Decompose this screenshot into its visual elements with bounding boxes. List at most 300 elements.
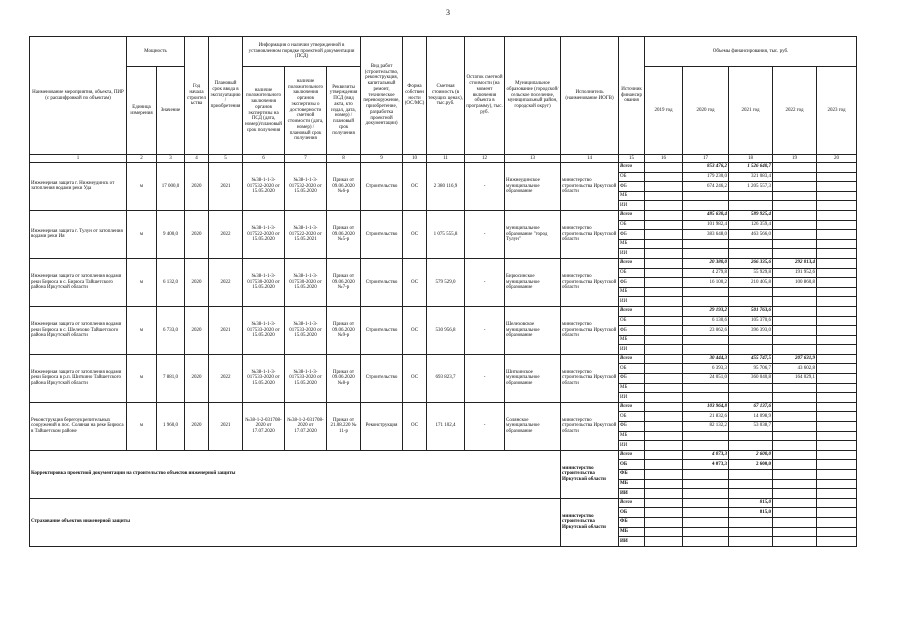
header-source: Источник финансирования bbox=[619, 37, 645, 155]
funding-value-cell-2022 bbox=[773, 470, 817, 480]
funding-source-cell: ИИ bbox=[619, 201, 645, 211]
funding-value-cell-2023 bbox=[817, 517, 857, 527]
funding-value-cell-2022: 207 631,9 bbox=[773, 354, 817, 364]
object-name-cell: Инженерная защита от затопления водами реки Бирюса в с. Бирюса Тайшетского района Иркутской области bbox=[30, 258, 127, 306]
header-year-2023: 2023 год bbox=[817, 67, 857, 155]
header-year-2020: 2020 год bbox=[683, 67, 729, 155]
funding-value-cell-2019 bbox=[645, 220, 683, 230]
remaining-cost-cell: - bbox=[465, 258, 505, 306]
funding-value-cell-2019 bbox=[645, 268, 683, 278]
funding-value-cell-2019 bbox=[645, 489, 683, 499]
funding-value-cell-2020 bbox=[683, 508, 729, 518]
funding-value-cell-2023 bbox=[817, 210, 857, 220]
funding-value-cell-2020: 4 073,3 bbox=[683, 450, 729, 460]
table-row bbox=[30, 402, 857, 412]
funding-source-cell: Всего bbox=[619, 258, 645, 268]
funding-value-cell-2021: 2 600,0 bbox=[729, 460, 773, 470]
capacity-value-cell: 6 733,0 bbox=[157, 306, 185, 354]
header-requisites: Реквизиты утверждения ПСД (вид акта, кто издал, дата, номер) / плановый срок получения bbox=[327, 67, 361, 155]
funding-value-cell-2020 bbox=[683, 239, 729, 249]
executor-cell: министерство строительства Иркутской области bbox=[561, 402, 619, 450]
executor-cell: министерство строительства Иркутской области bbox=[561, 210, 619, 258]
funding-value-cell-2023 bbox=[817, 345, 857, 355]
funding-value-cell-2019 bbox=[645, 249, 683, 259]
work-type-cell: Строительство bbox=[361, 210, 403, 258]
table-row bbox=[30, 163, 857, 173]
header-municipality: Муниципальное образование (городской/сельское поселение, муниципальный район, городской округ) bbox=[505, 37, 561, 155]
header-year-2021: 2021 год bbox=[729, 67, 773, 155]
expertise-cell: №38-1-1-3-017522-2020 от 15.05.2020 bbox=[243, 210, 285, 258]
unit-cell: м bbox=[127, 402, 157, 450]
requisites-cell: Приказ от 09.06.2020 №8-р bbox=[327, 354, 361, 402]
funding-value-cell-2022 bbox=[773, 326, 817, 336]
funding-value-cell-2021: 53 038,7 bbox=[729, 422, 773, 432]
funding-value-cell-2022 bbox=[773, 335, 817, 345]
header-year-2022: 2022 год bbox=[773, 67, 817, 155]
funding-source-cell: ИИ bbox=[619, 249, 645, 259]
funding-source-cell: ИИ bbox=[619, 441, 645, 451]
header-work-type: Вид работ (строительство, реконструкция, капитальный ремонт, техническое перевооружение, приобретение, разработка проектной документации) bbox=[361, 37, 403, 155]
funding-value-cell-2022 bbox=[773, 239, 817, 249]
column-number: 8 bbox=[327, 155, 361, 163]
cost-expertise-cell: №38-1-1-3-017533-2020 от 15.05.2020 bbox=[285, 306, 327, 354]
funding-value-cell-2019 bbox=[645, 422, 683, 432]
header-expertise-cost: наличие положительного заключения органов экспертизы о достоверности сметной стоимости (дата, номер) / плановый срок получения bbox=[285, 67, 327, 155]
work-type-cell: Строительство bbox=[361, 306, 403, 354]
funding-value-cell-2020 bbox=[683, 537, 729, 547]
funding-value-cell-2019 bbox=[645, 508, 683, 518]
funding-value-cell-2020: 30 444,3 bbox=[683, 354, 729, 364]
funding-value-cell-2022 bbox=[773, 489, 817, 499]
object-name-cell: Инженерная защита г. Нижнеудинск от затопления водами реки Уда bbox=[30, 163, 127, 211]
executor-cell: министерство строительства Иркутской области bbox=[561, 163, 619, 211]
funding-source-cell: Всего bbox=[619, 354, 645, 364]
funding-source-cell: ФБ bbox=[619, 374, 645, 384]
funding-value-cell-2019 bbox=[645, 191, 683, 201]
funding-value-cell-2023 bbox=[817, 431, 857, 441]
ownership-cell: ОС bbox=[403, 354, 427, 402]
funding-value-cell-2019 bbox=[645, 201, 683, 211]
object-name-cell: Инженерная защита от затопления водами реки Бирюса в с. Шелехово Тайшетского района Иркутской области bbox=[30, 306, 127, 354]
column-number: 10 bbox=[403, 155, 427, 163]
requisites-cell: Приказ от 09.06.2020 №9-р bbox=[327, 306, 361, 354]
funding-value-cell-2019 bbox=[645, 431, 683, 441]
funding-table bbox=[29, 36, 857, 547]
funding-value-cell-2020 bbox=[683, 393, 729, 403]
funding-source-cell: ОБ bbox=[619, 508, 645, 518]
funding-value-cell-2022 bbox=[773, 287, 817, 297]
funding-source-cell: Всего bbox=[619, 498, 645, 508]
funding-value-cell-2020 bbox=[683, 345, 729, 355]
funding-value-cell-2023 bbox=[817, 297, 857, 307]
funding-value-cell-2020 bbox=[683, 431, 729, 441]
funding-value-cell-2019 bbox=[645, 316, 683, 326]
requisites-cell: Приказ от 09.06.2020 №6-р bbox=[327, 163, 361, 211]
estimated-cost-cell: 2 380 116,9 bbox=[427, 163, 465, 211]
funding-value-cell-2021: 1 526 640,7 bbox=[729, 163, 773, 173]
funding-value-cell-2021 bbox=[729, 537, 773, 547]
funding-value-cell-2023 bbox=[817, 383, 857, 393]
column-number: 15 bbox=[619, 155, 645, 163]
funding-value-cell-2022 bbox=[773, 412, 817, 422]
funding-source-cell: ИИ bbox=[619, 537, 645, 547]
funding-source-cell: ФБ bbox=[619, 278, 645, 288]
funding-value-cell-2021: 396 393,0 bbox=[729, 326, 773, 336]
funding-value-cell-2023 bbox=[817, 479, 857, 489]
funding-value-cell-2020 bbox=[683, 441, 729, 451]
column-number: 13 bbox=[505, 155, 561, 163]
funding-value-cell-2019 bbox=[645, 537, 683, 547]
funding-value-cell-2019 bbox=[645, 393, 683, 403]
funding-value-cell-2021 bbox=[729, 383, 773, 393]
funding-value-cell-2023 bbox=[817, 230, 857, 240]
funding-source-cell: Всего bbox=[619, 450, 645, 460]
funding-source-cell: МБ bbox=[619, 335, 645, 345]
funding-value-cell-2019 bbox=[645, 287, 683, 297]
funding-value-cell-2020 bbox=[683, 489, 729, 499]
funding-value-cell-2023 bbox=[817, 393, 857, 403]
estimated-cost-cell: 530 956,8 bbox=[427, 306, 465, 354]
funding-value-cell-2020: 674 246,2 bbox=[683, 182, 729, 192]
funding-value-cell-2020: 23 062,6 bbox=[683, 326, 729, 336]
funding-value-cell-2019 bbox=[645, 306, 683, 316]
funding-value-cell-2020 bbox=[683, 191, 729, 201]
funding-value-cell-2023 bbox=[817, 258, 857, 268]
column-number: 12 bbox=[465, 155, 505, 163]
funding-value-cell-2019 bbox=[645, 297, 683, 307]
funding-source-cell: ОБ bbox=[619, 316, 645, 326]
expertise-cell: №38-1-1-3-017533-2020 от 15.05.2020 bbox=[243, 306, 285, 354]
requisites-cell: Приказ от 09.06.2020 №5-р bbox=[327, 210, 361, 258]
funding-value-cell-2020: 853 476,2 bbox=[683, 163, 729, 173]
funding-value-cell-2023 bbox=[817, 537, 857, 547]
funding-value-cell-2019 bbox=[645, 498, 683, 508]
expertise-cell: №38-1-1-3-017533-2020 от 15.05.2020 bbox=[243, 354, 285, 402]
funding-value-cell-2023 bbox=[817, 306, 857, 316]
funding-source-cell: ИИ bbox=[619, 345, 645, 355]
funding-value-cell-2022 bbox=[773, 498, 817, 508]
funding-value-cell-2019 bbox=[645, 278, 683, 288]
funding-value-cell-2020: 29 193,2 bbox=[683, 306, 729, 316]
unit-cell: м bbox=[127, 163, 157, 211]
funding-value-cell-2020: 4 073,3 bbox=[683, 460, 729, 470]
funding-value-cell-2022 bbox=[773, 316, 817, 326]
table-row bbox=[30, 306, 857, 316]
ownership-cell: ОС bbox=[403, 258, 427, 306]
funding-value-cell-2020: 6 393,3 bbox=[683, 364, 729, 374]
funding-value-cell-2020 bbox=[683, 527, 729, 537]
funding-value-cell-2020: 383 648,0 bbox=[683, 230, 729, 240]
requisites-cell: Приказ от 09.06.2020 №7-р bbox=[327, 258, 361, 306]
funding-value-cell-2022 bbox=[773, 345, 817, 355]
capacity-value-cell: 1 960,0 bbox=[157, 402, 185, 450]
table-row bbox=[30, 258, 857, 268]
funding-source-cell: МБ bbox=[619, 383, 645, 393]
funding-value-cell-2019 bbox=[645, 354, 683, 364]
object-name-cell: Реконструкция берегоукрепительных сооружений в пос. Соляная на реке Бирюса в Тайшетском районе bbox=[30, 402, 127, 450]
funding-value-cell-2023 bbox=[817, 172, 857, 182]
funding-source-cell: ИИ bbox=[619, 489, 645, 499]
funding-value-cell-2020 bbox=[683, 287, 729, 297]
funding-source-cell: МБ bbox=[619, 527, 645, 537]
funding-value-cell-2022 bbox=[773, 537, 817, 547]
start-year-cell: 2020 bbox=[185, 210, 209, 258]
funding-value-cell-2021 bbox=[729, 489, 773, 499]
funding-source-cell: МБ bbox=[619, 479, 645, 489]
funding-value-cell-2020: 24 051,0 bbox=[683, 374, 729, 384]
funding-value-cell-2021 bbox=[729, 249, 773, 259]
funding-value-cell-2019 bbox=[645, 479, 683, 489]
column-number: 18 bbox=[729, 155, 773, 163]
funding-value-cell-2022: 164 029,1 bbox=[773, 374, 817, 384]
funding-value-cell-2021 bbox=[729, 393, 773, 403]
funding-value-cell-2019 bbox=[645, 239, 683, 249]
funding-value-cell-2022 bbox=[773, 306, 817, 316]
header-expertise-pos: наличие положительного заключения органов экспертизы на ПСД (дата, номер)/плановый срок получения bbox=[243, 67, 285, 155]
funding-value-cell-2019 bbox=[645, 326, 683, 336]
funding-value-cell-2023 bbox=[817, 163, 857, 173]
column-number: 16 bbox=[645, 155, 683, 163]
funding-value-cell-2021 bbox=[729, 470, 773, 480]
funding-source-cell: ФБ bbox=[619, 470, 645, 480]
funding-value-cell-2019 bbox=[645, 470, 683, 480]
capacity-value-cell: 6 132,0 bbox=[157, 258, 185, 306]
funding-value-cell-2022: 43 602,8 bbox=[773, 364, 817, 374]
funding-value-cell-2020: 101 982,4 bbox=[683, 220, 729, 230]
funding-value-cell-2021 bbox=[729, 191, 773, 201]
funding-value-cell-2023 bbox=[817, 249, 857, 259]
object-name-cell: Инженерная защита от затопления водами реки Бирюса в р.п. Шиткино Тайшетского района Иркутской области bbox=[30, 354, 127, 402]
funding-value-cell-2022 bbox=[773, 249, 817, 259]
funding-source-cell: ФБ bbox=[619, 230, 645, 240]
table-row bbox=[30, 354, 857, 364]
municipality-cell: Нижнеудинское муниципальное образование bbox=[505, 163, 561, 211]
funding-value-cell-2021 bbox=[729, 297, 773, 307]
plan-year-cell: 2021 bbox=[209, 402, 243, 450]
unit-cell: м bbox=[127, 210, 157, 258]
cost-expertise-cell: №38-1-1-3-017530-2020 от 15.05.2020 bbox=[285, 258, 327, 306]
page-number: 3 bbox=[446, 8, 450, 17]
funding-value-cell-2023 bbox=[817, 182, 857, 192]
funding-value-cell-2020: 4 279,8 bbox=[683, 268, 729, 278]
funding-value-cell-2021: 95 706,7 bbox=[729, 364, 773, 374]
funding-value-cell-2019 bbox=[645, 364, 683, 374]
plan-year-cell: 2021 bbox=[209, 306, 243, 354]
funding-value-cell-2020 bbox=[683, 479, 729, 489]
funding-value-cell-2019 bbox=[645, 441, 683, 451]
ownership-cell: ОС bbox=[403, 163, 427, 211]
funding-value-cell-2021: 360 040,8 bbox=[729, 374, 773, 384]
funding-value-cell-2023 bbox=[817, 441, 857, 451]
funding-source-cell: Всего bbox=[619, 306, 645, 316]
funding-source-cell: МБ bbox=[619, 431, 645, 441]
funding-value-cell-2020: 103 964,8 bbox=[683, 402, 729, 412]
funding-value-cell-2019 bbox=[645, 412, 683, 422]
plan-year-cell: 2021 bbox=[209, 163, 243, 211]
funding-value-cell-2021 bbox=[729, 287, 773, 297]
requisites-cell: Приказ от 21.08.220 № 11-р bbox=[327, 402, 361, 450]
funding-value-cell-2023 bbox=[817, 470, 857, 480]
funding-value-cell-2022 bbox=[773, 431, 817, 441]
funding-value-cell-2021: 14 098,9 bbox=[729, 412, 773, 422]
header-funding: Объемы финансирования, тыс. руб. bbox=[645, 37, 857, 67]
cost-expertise-cell: №38-1-1-3-017522-2020 от 15.05.2021 bbox=[285, 210, 327, 258]
funding-source-cell: ОБ bbox=[619, 412, 645, 422]
funding-value-cell-2023 bbox=[817, 268, 857, 278]
funding-source-cell: ОБ bbox=[619, 460, 645, 470]
funding-source-cell: Всего bbox=[619, 163, 645, 173]
funding-value-cell-2023 bbox=[817, 191, 857, 201]
ownership-cell: ОС bbox=[403, 402, 427, 450]
work-type-cell: Строительство bbox=[361, 354, 403, 402]
table-row bbox=[30, 498, 857, 508]
cost-expertise-cell: №38-1-2-031708-2020 от 17.07.2020 bbox=[285, 402, 327, 450]
funding-value-cell-2021: 321 083,4 bbox=[729, 172, 773, 182]
remaining-cost-cell: - bbox=[465, 354, 505, 402]
column-number: 19 bbox=[773, 155, 817, 163]
funding-value-cell-2021: 455 747,5 bbox=[729, 354, 773, 364]
column-number: 17 bbox=[683, 155, 729, 163]
municipality-cell: Шелеховское муниципальное образование bbox=[505, 306, 561, 354]
funding-value-cell-2021 bbox=[729, 431, 773, 441]
funding-value-cell-2022 bbox=[773, 402, 817, 412]
plan-year-cell: 2022 bbox=[209, 354, 243, 402]
funding-value-cell-2022 bbox=[773, 182, 817, 192]
funding-value-cell-2022 bbox=[773, 527, 817, 537]
funding-value-cell-2021: 266 335,6 bbox=[729, 258, 773, 268]
start-year-cell: 2020 bbox=[185, 163, 209, 211]
funding-source-cell: ФБ bbox=[619, 182, 645, 192]
funding-value-cell-2021 bbox=[729, 441, 773, 451]
funding-value-cell-2021 bbox=[729, 239, 773, 249]
header-capacity: Мощность bbox=[127, 37, 185, 67]
funding-value-cell-2019 bbox=[645, 182, 683, 192]
funding-value-cell-2023 bbox=[817, 201, 857, 211]
funding-value-cell-2019 bbox=[645, 172, 683, 182]
funding-value-cell-2022 bbox=[773, 393, 817, 403]
funding-value-cell-2020 bbox=[683, 470, 729, 480]
funding-value-cell-2023 bbox=[817, 450, 857, 460]
funding-value-cell-2022 bbox=[773, 230, 817, 240]
funding-value-cell-2020: 16 100,2 bbox=[683, 278, 729, 288]
remaining-cost-cell: - bbox=[465, 163, 505, 211]
executor-cell: министерство строительства Иркутской области bbox=[561, 354, 619, 402]
funding-value-cell-2023 bbox=[817, 335, 857, 345]
funding-value-cell-2022 bbox=[773, 201, 817, 211]
funding-value-cell-2021 bbox=[729, 345, 773, 355]
ownership-cell: ОС bbox=[403, 306, 427, 354]
work-type-cell: Строительство bbox=[361, 163, 403, 211]
funding-value-cell-2023 bbox=[817, 508, 857, 518]
executor-cell: министерство строительства Иркутской области bbox=[561, 306, 619, 354]
start-year-cell: 2020 bbox=[185, 258, 209, 306]
funding-value-cell-2022: 100 860,8 bbox=[773, 278, 817, 288]
estimated-cost-cell: 693 823,7 bbox=[427, 354, 465, 402]
funding-value-cell-2019 bbox=[645, 210, 683, 220]
funding-value-cell-2019 bbox=[645, 163, 683, 173]
funding-value-cell-2022 bbox=[773, 422, 817, 432]
column-number: 6 bbox=[243, 155, 285, 163]
funding-value-cell-2022 bbox=[773, 450, 817, 460]
funding-value-cell-2020: 21 832,6 bbox=[683, 412, 729, 422]
funding-value-cell-2022 bbox=[773, 297, 817, 307]
funding-value-cell-2021: 105 370,6 bbox=[729, 316, 773, 326]
funding-value-cell-2019 bbox=[645, 230, 683, 240]
funding-value-cell-2020 bbox=[683, 201, 729, 211]
funding-value-cell-2022 bbox=[773, 508, 817, 518]
funding-source-cell: ОБ bbox=[619, 220, 645, 230]
funding-value-cell-2021: 1 205 557,3 bbox=[729, 182, 773, 192]
funding-value-cell-2019 bbox=[645, 517, 683, 527]
column-number: 5 bbox=[209, 155, 243, 163]
column-number: 2 bbox=[127, 155, 157, 163]
funding-value-cell-2022 bbox=[773, 172, 817, 182]
funding-value-cell-2023 bbox=[817, 402, 857, 412]
object-name-cell: Инженерная защита г. Тулун от затопления водами реки Ия bbox=[30, 210, 127, 258]
funding-value-cell-2023 bbox=[817, 364, 857, 374]
municipality-cell: Бирюсинское муниципальное образование bbox=[505, 258, 561, 306]
funding-value-cell-2021: 463 566,0 bbox=[729, 230, 773, 240]
funding-value-cell-2021 bbox=[729, 201, 773, 211]
estimated-cost-cell: 171 102,4 bbox=[427, 402, 465, 450]
column-numbers-row bbox=[30, 155, 857, 163]
funding-value-cell-2023 bbox=[817, 460, 857, 470]
funding-value-cell-2023 bbox=[817, 220, 857, 230]
funding-value-cell-2022: 292 813,4 bbox=[773, 258, 817, 268]
header-psd-info: Информация о наличии утвержденной в установленном порядке проектной документации (ПСД) bbox=[243, 37, 361, 67]
funding-value-cell-2023 bbox=[817, 498, 857, 508]
column-number: 9 bbox=[361, 155, 403, 163]
header-name: Наименование мероприятия, объекта, ПИР (с расшифровкой по объектам) bbox=[30, 37, 127, 155]
start-year-cell: 2020 bbox=[185, 306, 209, 354]
funding-source-cell: ОБ bbox=[619, 364, 645, 374]
funding-source-cell: ФБ bbox=[619, 422, 645, 432]
funding-value-cell-2023 bbox=[817, 527, 857, 537]
funding-value-cell-2021: 67 137,6 bbox=[729, 402, 773, 412]
funding-value-cell-2019 bbox=[645, 374, 683, 384]
funding-value-cell-2023 bbox=[817, 239, 857, 249]
summary-name-cell: Страхование объектов инженерной защиты bbox=[30, 498, 561, 546]
funding-value-cell-2019 bbox=[645, 258, 683, 268]
header-executor: Исполнитель (наименование ИОГВ) bbox=[561, 37, 619, 155]
plan-year-cell: 2022 bbox=[209, 210, 243, 258]
column-number: 7 bbox=[285, 155, 327, 163]
header-ownership: Форма собственности (ОС/МС) bbox=[403, 37, 427, 155]
unit-cell: м bbox=[127, 306, 157, 354]
funding-value-cell-2021: 2 600,0 bbox=[729, 450, 773, 460]
unit-cell: м bbox=[127, 354, 157, 402]
table-row bbox=[30, 210, 857, 220]
funding-source-cell: ОБ bbox=[619, 268, 645, 278]
funding-value-cell-2019 bbox=[645, 345, 683, 355]
funding-value-cell-2021: 55 929,8 bbox=[729, 268, 773, 278]
executor-cell: министерство строительства Иркутской области bbox=[561, 450, 619, 498]
header-plan-year: Плановый срок ввода в эксплуатацию/приобретения bbox=[209, 37, 243, 155]
funding-source-cell: МБ bbox=[619, 239, 645, 249]
municipality-cell: Солянское муниципальное образование bbox=[505, 402, 561, 450]
executor-cell: министерство строительства Иркутской области bbox=[561, 258, 619, 306]
funding-value-cell-2021: 815,0 bbox=[729, 508, 773, 518]
funding-source-cell: ОБ bbox=[619, 172, 645, 182]
funding-value-cell-2021 bbox=[729, 335, 773, 345]
funding-value-cell-2019 bbox=[645, 460, 683, 470]
funding-value-cell-2020: 6 130,6 bbox=[683, 316, 729, 326]
expertise-cell: №38-1-1-3-017530-2020 от 15.05.2020 bbox=[243, 258, 285, 306]
capacity-value-cell: 7 881,0 bbox=[157, 354, 185, 402]
funding-value-cell-2020 bbox=[683, 498, 729, 508]
funding-value-cell-2021 bbox=[729, 517, 773, 527]
funding-value-cell-2023 bbox=[817, 287, 857, 297]
